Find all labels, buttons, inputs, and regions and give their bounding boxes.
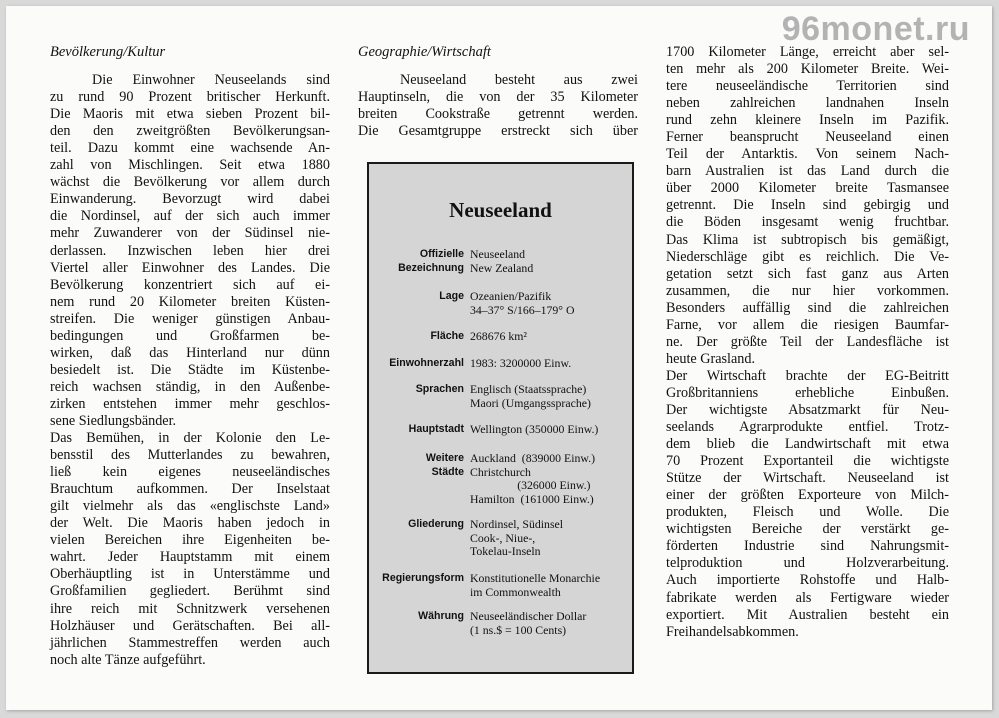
fact-box	[367, 162, 634, 674]
column-continuation	[666, 44, 949, 641]
text-line: Brauchtum aufkommen. Der Inselstaat	[50, 481, 330, 498]
text-line: derlassen. Inzwischen leben hier drei	[50, 242, 330, 259]
fact-value: Wellington (350000 Einw.)	[470, 422, 599, 436]
text-line: förderten Industrie sind Nahrungsmit-	[666, 538, 949, 555]
text-line: Farne, vor allem die riesigen Baumfar-	[666, 316, 949, 333]
text-line: 1700 Kilometer Länge, erreicht aber sel-	[666, 44, 949, 60]
fact-label: Währung	[418, 610, 464, 622]
text-line: getrennt. Die Inseln sind gebirgig und	[666, 197, 949, 214]
text-line: mehr Zuwanderer von der Südinsel nie-	[50, 225, 330, 242]
text-line: zu rund 90 Prozent britischer Herkunft.	[50, 89, 330, 106]
text-line: zirken entstehen immer mehr geschlos-	[50, 395, 330, 412]
text-line: Die Gesamtgruppe erstreckt sich über	[358, 123, 638, 140]
text-line: Teil der Antarktis. Von seinem Nach-	[666, 146, 949, 163]
text-line: exportiert. Mit Australien besteht ein	[666, 606, 949, 623]
text-line: über 2000 Kilometer breite Tasmansee	[666, 180, 949, 197]
fact-label: Einwohnerzahl	[389, 357, 464, 369]
text-line: Das Bemühen, in der Kolonie den Le-	[50, 430, 330, 447]
text-line: barn Australien ist das Land durch die	[666, 163, 949, 180]
text-line: bedingungen und Großfarmen be-	[50, 327, 330, 344]
fact-label: Weitere Städte	[425, 452, 464, 478]
text-line: reich wachsen ständig, in den Außenbe-	[50, 378, 330, 395]
text-line: Holzhäuser und Gerätschaften. Bei all-	[50, 617, 330, 634]
text-line: Freihandelsabkommen.	[666, 623, 799, 640]
text-line: wahrt. Jeder Hauptstamm mit einem	[50, 549, 330, 566]
fact-label: Lage	[439, 290, 464, 302]
fact-label: Sprachen	[415, 383, 464, 395]
fact-box-title: Neuseeland	[449, 198, 552, 222]
text-line: Ferner beansprucht Neuseeland einen	[666, 129, 949, 146]
text-line: jährlichen Stammestreffen werden auch	[50, 634, 330, 651]
text-line: Das Klima ist subtropisch bis gemäßigt,	[666, 231, 949, 248]
text-line: Der wichtigste Absatzmarkt für Neu-	[666, 401, 949, 418]
text-line: Auch importierte Rohstoffe und Halb-	[666, 572, 949, 589]
text-line: ihre reich mit Schnitzwerk versehenen	[50, 600, 330, 617]
text-line: Stütze der Wirtschaft. Neuseeland ist	[666, 470, 949, 487]
text-line: Neuseeland besteht aus zwei	[400, 72, 638, 89]
text-line: die Nordinsel, auf der sich auch immer	[50, 208, 330, 225]
text-line: Oberhäuptling ist in Unterstämme und	[50, 566, 330, 583]
heading-population-culture: Bevölkerung/Kultur	[50, 44, 166, 60]
text-line: seelands Agrarprodukte entfiel. Trotz-	[666, 419, 949, 436]
fact-label: Gliederung	[408, 518, 464, 530]
text-line: streifen. Die weniger günstigen Anbau-	[50, 310, 330, 327]
fact-value: Nordinsel, Südinsel Cook-, Niue-, Tokelau-Inseln	[470, 517, 564, 559]
column-geography-economy	[358, 44, 638, 140]
text-line: Hauptinseln, die von der 35 Kilometer	[358, 89, 638, 106]
text-line: wirken, daß das Hinterland nur dünn	[50, 344, 330, 361]
text-line: Besonders auffällig sind die zahlreichen	[666, 299, 949, 316]
text-line: dem blieb die Landwirtschaft mit etwa	[666, 436, 949, 453]
fact-value: Konstitutionelle Monarchie im Commonwealth	[470, 571, 601, 599]
text-line: Die Einwohner Neuseelands sind	[92, 72, 330, 89]
text-line: neben zahlreichen landnahen Inseln	[666, 95, 949, 112]
fact-value: Englisch (Staatssprache) Maori (Umgangssprache)	[470, 382, 591, 410]
text-line: der Welt. Die Maoris haben jedoch in	[50, 515, 330, 532]
fact-label: Offizielle Bezeichnung	[398, 248, 464, 274]
fact-value: Neuseeland New Zealand	[470, 247, 534, 275]
text-line: wichtigsten Bereiche der verstärkt ge-	[666, 521, 949, 538]
text-line: nem rund 20 Kilometer breiten Küsten-	[50, 293, 330, 310]
text-line: Niederschläge gibt es reichlich. Die Ve-	[666, 248, 949, 265]
text-line: ten mehr als 200 Kilometer Breite. Wei-	[666, 61, 949, 78]
text-line: rund zehn kleinere Inseln im Pazifik.	[666, 112, 949, 129]
text-line: zusammen, die nur hier vorkommen.	[666, 282, 949, 299]
text-line: die Böden insgesamt wenig fruchtbar.	[666, 214, 949, 231]
text-line: teil. Dazu kommt eine wachsende An-	[50, 140, 330, 157]
text-line: heute Grasland.	[666, 350, 756, 367]
text-line: zahl von Mischlingen. Seit etwa 1880	[50, 157, 330, 174]
text-line: gilt vielmehr als das «englischste Land»	[50, 498, 330, 515]
text-geography-economy	[666, 44, 949, 641]
text-line: fabrikate werden als Fertigware wieder	[666, 589, 949, 606]
text-line: getation setzt sich fast ganz aus Arten	[666, 265, 949, 282]
fact-label: Hauptstadt	[408, 423, 464, 435]
text-line: Viertel aller Einwohner des Landes. Die	[50, 259, 330, 276]
fact-value: 1983: 3200000 Einw.	[470, 356, 572, 370]
text-line: einer der größten Exporteure von Milch-	[666, 487, 949, 504]
text-line: Der Wirtschaft brachte der EG-Beitritt	[666, 367, 949, 384]
text-line: Großbritanniens erhebliche Einbußen.	[666, 384, 949, 401]
text-line: ne. Der größte Teil der Landesfläche ist	[666, 333, 949, 350]
fact-label: Fläche	[430, 330, 464, 342]
text-line: vielen Bereichen ihre Eigenheiten be-	[50, 532, 330, 549]
text-line: produkten, Fleisch und Wolle. Die	[666, 504, 949, 521]
text-line: breiten Cookstraße getrennt werden.	[358, 106, 638, 123]
fact-value: 268676 km²	[470, 329, 527, 343]
text-line: Die Maoris mit etwa sieben Prozent bil-	[50, 106, 330, 123]
fact-value: Ozeanien/Pazifik 34–37° S/166–179° O	[470, 289, 575, 317]
text-line: wächst die Bevölkerung vor allem durch	[50, 174, 330, 191]
column-population-culture	[50, 44, 330, 669]
text-line: tere neuseeländische Territorien sind	[666, 78, 949, 95]
text-line: den den zweitgrößten Bevölkerungsan-	[50, 123, 330, 140]
fact-value: Auckland (839000 Einw.) Christchurch (326000 Einw.) Hamilton (161000 Einw.)	[470, 451, 596, 506]
text-line: bensstil des Mutterlandes zu bewahren,	[50, 447, 330, 464]
watermark: 96monet.ru	[781, 10, 970, 48]
text-line: Großfamilien gegliedert. Berühmt sind	[50, 583, 330, 600]
text-line: 70 Prozent Exportanteil die wichtigste	[666, 453, 949, 470]
heading-geography-economy: Geographie/Wirtschaft	[358, 44, 491, 60]
text-line: Bevölkerung konzentriert sich auf ei-	[50, 276, 330, 293]
text-geography-intro	[358, 72, 638, 140]
text-line: besiedelt ist. Die Städte im Küstenbe-	[50, 361, 330, 378]
postcard-back	[6, 6, 992, 710]
text-line: telproduktion und Holzverarbeitung.	[666, 555, 949, 572]
fact-label: Regierungsform	[382, 572, 464, 584]
text-line: Einwanderung. Bevorzugt wird dabei	[50, 191, 330, 208]
text-line: sene Siedlungsbänder.	[50, 412, 177, 429]
text-population-culture	[50, 72, 330, 669]
fact-value: Neuseeländischer Dollar (1 ns.$ = 100 Cents)	[470, 609, 587, 637]
text-line: noch alte Tänze aufgeführt.	[50, 651, 206, 668]
text-line: ließ kein eigenes neuseeländisches	[50, 464, 330, 481]
